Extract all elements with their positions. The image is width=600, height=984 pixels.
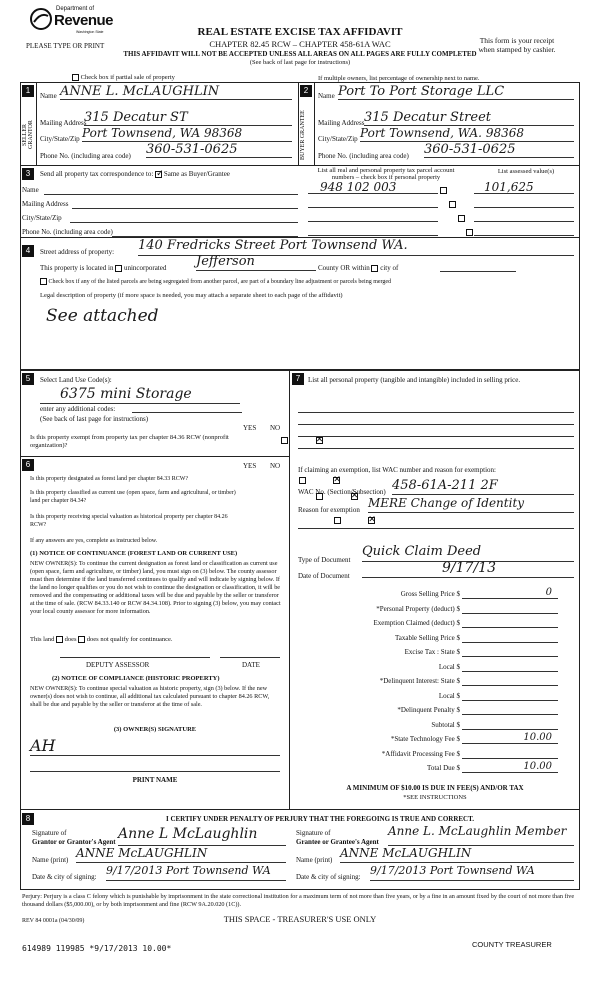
buyer-city-label: City/State/Zip: [318, 135, 358, 143]
same-as-buyer-label: Same as Buyer/Grantee: [163, 170, 230, 178]
street-label: Street address of property:: [40, 248, 115, 256]
fee-label: *Personal Property (deduct) $: [376, 604, 460, 613]
section-7-tag: 7: [292, 373, 304, 385]
wac-field[interactable]: 458-61A-211 2F: [392, 478, 574, 495]
does-not-label: does not: [86, 636, 109, 643]
unincorporated-checkbox[interactable]: [115, 265, 122, 272]
sec6-yes: YES: [243, 462, 257, 470]
parcel-personal-checkbox-2[interactable]: [449, 201, 456, 208]
grantee-date-label: Date & city of signing:: [296, 873, 361, 881]
grantor-sig-label-2: Grantor or Grantor's Agent: [32, 838, 116, 846]
doc-type-field[interactable]: Quick Claim Deed: [362, 544, 574, 562]
notice-compliance-title: (2) NOTICE OF COMPLIANCE (HISTORIC PROPERTY): [52, 675, 220, 682]
located-label: This property is located in: [40, 264, 114, 272]
sec3-city-field[interactable]: [70, 214, 298, 223]
exemption-question: If claiming an exemption, list WAC number and reason for exemption:: [298, 466, 496, 474]
seller-phone-field[interactable]: 360-531-0625: [146, 142, 292, 158]
section-5-tag: 5: [22, 373, 34, 385]
sec3-phone-label: Phone No. (including area code): [22, 228, 113, 236]
deputy-date-field[interactable]: [220, 652, 280, 658]
cashier-stamp: 614989 119985 *9/17/2013 10.00*: [22, 944, 172, 953]
section-8-tag: 8: [22, 813, 34, 825]
sec6-no: NO: [270, 462, 281, 470]
seller-side-label: SELLER GRANTOR: [22, 120, 34, 150]
fee-value[interactable]: [462, 616, 558, 628]
county-or-label: County OR: [318, 264, 351, 272]
fee-value[interactable]: 10.00: [462, 732, 558, 744]
section-3-tag: 3: [22, 168, 34, 180]
sec3-mailing-field[interactable]: [72, 200, 298, 209]
sec3-city-label: City/State/Zip: [22, 214, 62, 222]
fee-value[interactable]: [462, 660, 558, 672]
sec5-see-back: (See back of last page for instructions): [40, 415, 149, 423]
same-as-buyer-checkbox[interactable]: [155, 171, 162, 178]
buyer-city-field[interactable]: Port Townsend, WA. 98368: [360, 126, 574, 142]
deputy-signature-field[interactable]: [60, 652, 210, 658]
revenue-logo-icon: [30, 8, 52, 30]
additional-codes-field[interactable]: [132, 405, 242, 413]
seller-mailing-label: Mailing Address: [40, 119, 87, 127]
seller-phone-label: Phone No. (including area code): [40, 152, 131, 160]
legal-desc-label: Legal description of property (if more space is needed, you may attach a separate sheet to each page of the affidavit): [40, 292, 343, 299]
receipt-line2: when stamped by cashier.: [478, 45, 556, 54]
doc-type-label: Type of Document: [298, 556, 351, 564]
parcel-header: List all real and personal property tax parcel account numbers – check box if personal property: [317, 167, 455, 181]
fee-value[interactable]: [462, 718, 558, 730]
within-label: within: [351, 264, 370, 272]
parcel-number[interactable]: 948 102 003: [320, 180, 397, 194]
qualify-label: qualify for continuance.: [110, 636, 173, 643]
fee-label: Exemption Claimed (deduct) $: [373, 619, 460, 627]
street-field[interactable]: 140 Fredricks Street Port Townsend WA.: [138, 238, 574, 256]
does-label: does: [64, 636, 77, 643]
land-use-label: Select Land Use Code(s):: [40, 376, 112, 384]
grantee-sig-label-2: Grantee or Grantee's Agent: [296, 838, 379, 846]
located-row: [40, 264, 166, 272]
historic-question: Is this property receiving special valuation as historical property per chapter 84.26 RCW?: [30, 514, 228, 528]
see-instructions: *SEE INSTRUCTIONS: [403, 794, 467, 801]
parcel-personal-checkbox-4[interactable]: [466, 229, 473, 236]
grantor-name-field[interactable]: ANNE McLAUGHLIN: [76, 846, 286, 863]
doc-date-field[interactable]: 9/17/13: [362, 560, 574, 578]
county-treasurer: COUNTY TREASURER: [472, 940, 552, 949]
fee-value[interactable]: [462, 674, 558, 686]
multiple-owners: If multiple owners, list percentage of ownership next to name.: [318, 75, 480, 82]
grantee-signature-field[interactable]: Anne L. McLaughlin Member: [388, 824, 574, 846]
logo-name: Revenue: [54, 12, 114, 29]
assessed-value[interactable]: 101,625: [484, 180, 534, 194]
parcel-personal-checkbox-1[interactable]: [440, 187, 447, 194]
assessed-header: List assessed value(s): [497, 168, 555, 175]
grantor-name-label: Name (print): [32, 856, 69, 864]
section-6-tag: 6: [22, 459, 34, 471]
segregated-checkbox[interactable]: [40, 278, 47, 285]
exempt-question: Is this property exempt from property tax per chapter 84.36 RCW (nonprofit organization)?: [30, 434, 229, 449]
fee-label: Taxable Selling Price $: [394, 633, 460, 642]
additional-codes-label: enter any additional codes:: [40, 405, 116, 413]
notice-continuance-title: (1) NOTICE OF CONTINUANCE (FOREST LAND OR CURRENT USE): [30, 550, 238, 557]
date-label: DATE: [242, 661, 260, 669]
form-title: REAL ESTATE EXCISE TAX AFFIDAVIT: [197, 26, 403, 38]
grantee-date-field[interactable]: 9/17/2013 Port Townsend WA: [370, 864, 574, 881]
grantee-sig-label-1: Signature of: [296, 829, 331, 837]
current-use-question: Is this property classified as current use (open space, farm and agricultural, or timber) land per chapter 84.34?: [30, 490, 236, 504]
buyer-mailing-label: Mailing Address: [318, 119, 365, 127]
revenue-logo: [30, 6, 114, 40]
logo-dept: Department of: [56, 6, 95, 12]
sec3-mailing-label: Mailing Address: [22, 200, 69, 208]
sec3-phone-field[interactable]: [112, 228, 298, 237]
fee-label: Local $: [438, 691, 460, 700]
segregated-row: [40, 278, 391, 285]
reason-field[interactable]: MERE Change of Identity: [368, 496, 574, 513]
print-name-label: PRINT NAME: [132, 776, 178, 784]
grantor-sig-label-1: Signature of: [32, 829, 67, 837]
personal-property-label: List all personal property (tangible and intangible) included in selling price.: [308, 376, 521, 384]
sec5-no: NO: [270, 424, 281, 432]
fee-value[interactable]: [462, 602, 558, 614]
owner-signature-field[interactable]: AH: [30, 736, 280, 756]
fee-label: Subtotal $: [431, 720, 460, 729]
form-notice: THIS AFFIDAVIT WILL NOT BE ACCEPTED UNLESS ALL AREAS ON ALL PAGES ARE FULLY COMPLETED: [123, 50, 477, 58]
buyer-phone-field[interactable]: 360-531-0625: [424, 142, 574, 158]
grantor-signature-field[interactable]: Anne L McLaughlin: [118, 826, 286, 846]
segregated-label: Check box if any of the listed parcels are being segregated from another parcel, are part of a boundary line adjustment or parcels being merged: [48, 278, 392, 285]
form-chapter: CHAPTER 82.45 RCW – CHAPTER 458-61A WAC: [209, 39, 391, 49]
buyer-side-label: BUYER GRANTEE: [300, 110, 306, 160]
this-land-label: This land: [30, 636, 55, 643]
notice-compliance-body: NEW OWNER(S): To continue special valuation as historic property, sign (3) below. If the new owner(s) does not wish to continue, all additional tax calculated pursuant to chapter 84.26 RCW, shall be due and payable by the seller or transferor at the time of sale.: [30, 685, 270, 708]
fee-value[interactable]: [462, 703, 558, 715]
within-row: [318, 264, 398, 272]
notice-continuance-body: NEW OWNER(S): To continue the current designation as forest land or classification as current use (open space, farm and agriculture, or timber) land, you must sign on (3) below. The county assessor must then determine if the land transferred continues to qualify and will indicate by signing below. If the land no longer qualifies or you do not wish to continue the designation or classification, it will be removed and the compensating or additional taxes will be due and payable by the seller or transferor at the time of sale. (RCW 84.33.140 or RCW 84.34.108). Prior to signing (3) below, you may contact your local county assessor for more information.: [30, 560, 281, 615]
grantee-name-label: Name (print): [296, 856, 333, 864]
buyer-name-field[interactable]: Port To Port Storage LLC: [338, 84, 574, 100]
wac-label: WAC No. (Section/Subsection): [298, 488, 386, 496]
fee-label: Gross Selling Price $: [400, 590, 460, 598]
section-2-tag: 2: [300, 85, 312, 97]
if-yes-note: If any answers are yes, complete as instructed below.: [30, 538, 158, 544]
please-type: PLEASE TYPE OR PRINT: [26, 42, 105, 50]
city-of-field[interactable]: [440, 264, 516, 272]
fee-value[interactable]: [462, 747, 558, 759]
treasurer-space: THIS SPACE - TREASURER'S USE ONLY: [223, 914, 377, 924]
fee-value[interactable]: [462, 689, 558, 701]
fee-label: Total Due $: [427, 764, 460, 772]
send-correspondence-label: Send all property tax correspondence to:: [40, 170, 154, 178]
print-name-field[interactable]: [30, 762, 280, 772]
sec3-name-field[interactable]: [44, 186, 298, 195]
reason-label: Reason for exemption: [298, 506, 360, 514]
does-checkbox[interactable]: [56, 636, 63, 643]
buyer-mailing-field[interactable]: 315 Decatur Street: [364, 110, 574, 126]
owner-signature-label: (3) OWNER(S) SIGNATURE: [113, 726, 197, 733]
deputy-label: DEPUTY ASSESSOR: [86, 661, 150, 669]
fee-label: Excise Tax : State $: [404, 648, 460, 656]
partial-sale-row: [72, 74, 175, 81]
doc-date-label: Date of Document: [298, 572, 350, 580]
forest-question: Is this property designated as forest land per chapter 84.33 RCW?: [30, 476, 189, 482]
fee-value[interactable]: [462, 645, 558, 657]
section-1-tag: 1: [22, 85, 34, 97]
city-of-label: city of: [380, 264, 399, 272]
unincorporated-label: unincorporated: [123, 264, 167, 272]
fee-value[interactable]: [462, 631, 558, 643]
perjury-text: Perjury: Perjury is a class C felony which is punishable by imprisonment in the state correctional institution for a maximum term of not more than five years, or by a fine in an amount fixed by the court of not more than five thousand dollars ($5,000.00), or by both imprisonment and fine (RCW 9A.20.020 (1C)).: [22, 893, 575, 908]
land-use-field[interactable]: 6375 mini Storage: [40, 386, 240, 404]
partial-sale-label: Check box if partial sale of property: [80, 74, 175, 81]
fee-label: *Affidavit Processing Fee $: [381, 749, 460, 758]
seller-city-field[interactable]: Port Townsend, WA 98368: [82, 126, 292, 142]
sec3-name-label: Name: [22, 186, 39, 194]
fee-label: *Delinquent Interest: State $: [379, 677, 460, 685]
rev-number: REV 84 0001a (04/30/09): [22, 918, 85, 924]
fee-label: *Delinquent Penalty $: [397, 706, 460, 714]
qualify-row: [30, 636, 173, 643]
see-back: (See back of last page for instructions): [249, 59, 351, 66]
fee-label: Local $: [438, 662, 460, 671]
grantor-date-label: Date & city of signing:: [32, 873, 97, 881]
receipt-line1: This form is your receipt: [479, 36, 555, 45]
minimum-note: A MINIMUM OF $10.00 IS DUE IN FEE(S) AND/OR TAX: [346, 784, 524, 792]
legal-desc-field[interactable]: See attached: [46, 306, 159, 326]
section-4-tag: 4: [22, 245, 34, 257]
seller-city-label: City/State/Zip: [40, 135, 80, 143]
partial-sale-checkbox[interactable]: [72, 74, 79, 81]
fee-label: *State Technology Fee $: [390, 735, 460, 743]
seller-name-label: Name: [40, 92, 57, 100]
exempt-yes-checkbox[interactable]: [281, 437, 288, 444]
county-field[interactable]: Jefferson: [196, 254, 316, 271]
grantee-name-field[interactable]: ANNE McLAUGHLIN: [340, 846, 574, 863]
certify-text: I CERTIFY UNDER PENALTY OF PERJURY THAT THE FOREGOING IS TRUE AND CORRECT.: [165, 815, 474, 823]
buyer-name-label: Name: [318, 92, 335, 100]
does-not-checkbox[interactable]: [78, 636, 85, 643]
seller-name-field[interactable]: ANNE L. McLAUGHLIN: [60, 84, 292, 100]
send-correspondence: [40, 170, 230, 178]
parcel-personal-checkbox-3[interactable]: [458, 215, 465, 222]
fee-value[interactable]: 10.00: [462, 761, 558, 773]
fee-value[interactable]: 0: [462, 587, 558, 599]
grantor-date-field[interactable]: 9/17/2013 Port Townsend WA: [106, 864, 286, 881]
seller-mailing-field[interactable]: 315 Decatur ST: [84, 110, 292, 126]
within-city-checkbox[interactable]: [371, 265, 378, 272]
buyer-phone-label: Phone No. (including area code): [318, 152, 409, 160]
logo-state: Washington State: [76, 30, 104, 34]
sec5-yes: YES: [243, 424, 257, 432]
